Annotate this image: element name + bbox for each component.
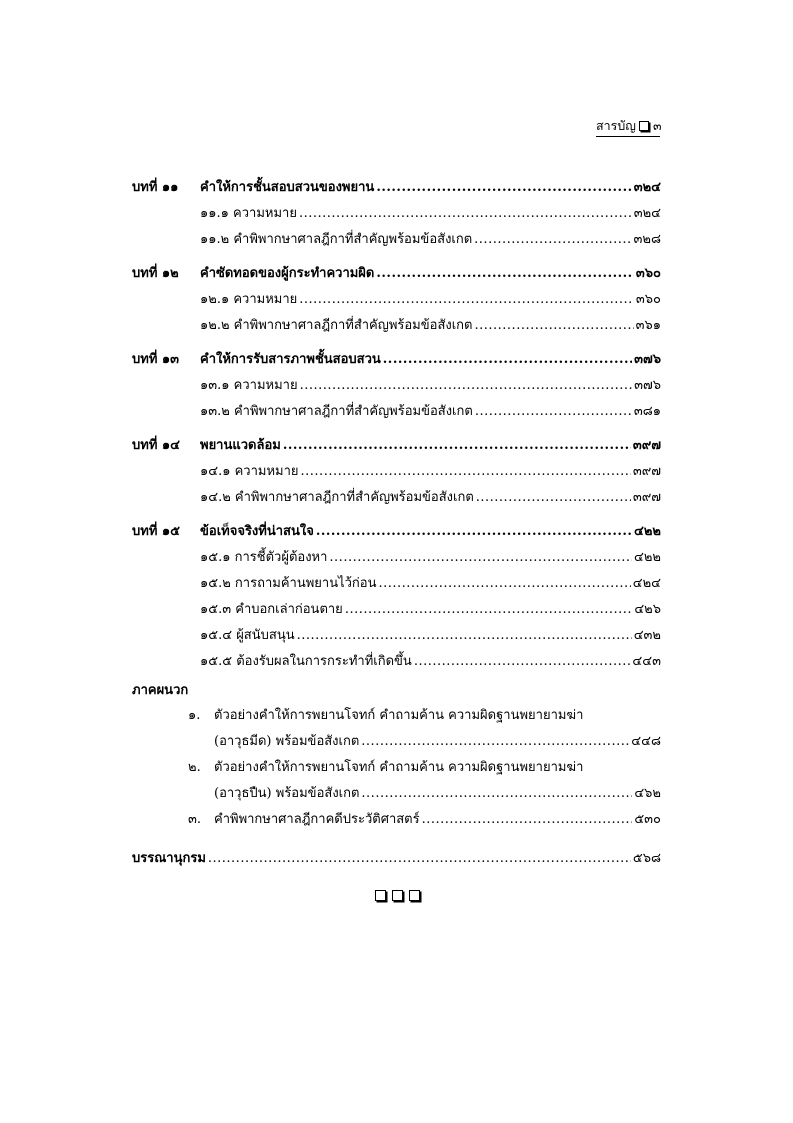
chapter-title: พยานแวดล้อม [200,438,281,453]
square-bullet-icon [375,890,386,901]
dot-leader [299,206,632,221]
item-title: ๑๕.๑ การชี้ตัวผู้ต้องหา [200,550,328,565]
page-number: ๕๓๐ [634,812,661,827]
page-number: ๓๖๐ [635,266,661,281]
chapter-label: บทที่ ๑๒ [132,266,179,281]
bibliography-title: บรรณานุกรม [132,851,206,866]
chapter-label: บทที่ ๑๓ [132,352,180,367]
end-ornament [372,885,423,904]
chapter-label: บทที่ ๑๔ [132,438,181,453]
dot-leader [301,464,631,479]
toc-item[interactable] [200,598,661,619]
page-number: ๔๒๒ [634,550,661,565]
item-title: ๑๕.๓ คำบอกเล่าก่อนตาย [200,602,343,617]
toc-chapter-13[interactable] [132,348,661,369]
dot-leader [476,490,631,505]
chapter-title: คำให้การรับสารภาพชั้นสอบสวน [200,352,381,367]
toc-item[interactable] [200,460,661,481]
appendix-item-3[interactable] [188,808,661,829]
dot-leader [316,524,632,539]
toc-item[interactable] [200,202,661,223]
dot-leader [376,180,631,195]
dot-leader [345,602,633,617]
page-number: ๔๒๒ [634,524,661,539]
toc-item[interactable] [200,400,661,421]
page-number: ๓๒๘ [633,232,661,247]
page-number: ๓๘๑ [633,404,661,419]
page-number: ๔๔๓ [632,654,661,669]
chapter-label: บทที่ ๑๑ [132,180,179,195]
dot-leader [283,438,631,453]
page-number: ๓๖๑ [635,318,661,333]
item-number: ๓. [188,812,202,827]
page-number: ๓๗๖ [634,352,661,367]
dot-leader [474,232,631,247]
page-number: ๔๒๖ [634,602,661,617]
chapter-title: ข้อเท็จจริงที่น่าสนใจ [200,524,314,539]
item-number: ๑. [188,708,201,723]
page-number: ๓๖๐ [635,292,661,307]
toc-item[interactable] [200,546,661,567]
dot-leader [422,812,633,827]
dot-leader [383,352,632,367]
chapter-title: คำให้การชั้นสอบสวนของพยาน [200,180,375,195]
page-number: ๓๗๖ [634,378,661,393]
toc-chapter-15[interactable] [132,520,661,541]
toc-chapter-11[interactable] [132,176,661,197]
item-title: ๑๕.๒ การถามค้านพยานไว้ก่อน [200,576,377,591]
page-number: ๓๙๗ [632,438,661,453]
toc-chapter-12[interactable] [132,262,661,283]
item-number: ๒. [188,760,201,775]
dot-leader [361,786,632,801]
chapter-title: คำซัดทอดของผู้กระทำความผิด [200,266,375,281]
dot-leader [329,550,632,565]
toc-item[interactable] [200,314,661,335]
appendix-item-2-line1[interactable] [188,756,583,777]
toc-item[interactable] [200,374,661,395]
appendix-item-2-line2[interactable] [214,782,661,803]
item-title-continued: (อาวุธมีด) พร้อมข้อสังเกต [214,734,360,749]
dot-leader [414,654,631,669]
item-title: ๑๔.๒ คำพิพากษาศาลฎีกาที่สำคัญพร้อมข้อสังเกต [200,490,474,505]
toc-item[interactable] [200,228,661,249]
square-bullet-icon [392,890,403,901]
toc-bibliography[interactable] [132,847,661,868]
page-number: ๓๙๗ [632,490,661,505]
toc-item[interactable] [200,288,661,309]
item-title-continued: (อาวุธปืน) พร้อมข้อสังเกต [214,786,360,801]
page-number: ๔๔๘ [631,734,661,749]
item-title: ๑๔.๑ ความหมาย [200,464,299,479]
dot-leader [300,378,633,393]
dot-leader [297,628,632,643]
toc-item[interactable] [200,486,661,507]
item-title: ๑๒.๑ ความหมาย [200,292,298,307]
item-title: ๑๕.๔ ผู้สนับสนุน [200,628,295,643]
header-page-number: ๓ [652,118,662,133]
dot-leader [376,266,634,281]
item-title: ๑๓.๑ ความหมาย [200,378,298,393]
page-number: ๓๒๔ [633,180,661,195]
page-number: ๔๒๔ [632,576,661,591]
item-title: ตัวอย่างคำให้การพยานโจทก์ คำถามค้าน ความผิดฐานพยายามฆ่า [214,760,584,775]
chapter-label: บทที่ ๑๕ [132,524,181,539]
item-title: ๑๕.๕ ต้องรับผลในการกระทำที่เกิดขึ้น [200,654,412,669]
page-number: ๔๓๒ [633,628,661,643]
toc-item[interactable] [200,572,661,593]
dot-leader [361,734,629,749]
item-title: ๑๓.๒ คำพิพากษาศาลฎีกาที่สำคัญพร้อมข้อสังเกต [200,404,473,419]
item-title: ๑๒.๒ คำพิพากษาศาลฎีกาที่สำคัญพร้อมข้อสังเกต [200,318,473,333]
dot-leader [475,404,632,419]
toc-item[interactable] [200,650,661,671]
item-title: ตัวอย่างคำให้การพยานโจทก์ คำถามค้าน ความผิดฐานพยายามฆ่า [214,708,584,723]
item-title: คำพิพากษาศาลฎีกาคดีประวัติศาสตร์ [214,812,420,827]
toc-chapter-14[interactable] [132,434,661,455]
item-title: ๑๑.๑ ความหมาย [200,206,297,221]
header-title: สารบัญ [596,118,636,133]
dot-leader [208,851,631,866]
toc-item[interactable] [200,624,661,645]
dot-leader [475,318,634,333]
appendix-item-1-line1[interactable] [188,704,583,725]
page-number: ๓๒๔ [633,206,661,221]
dot-leader [378,576,630,591]
square-bullet-icon [409,890,420,901]
page-number: ๔๖๒ [634,786,661,801]
appendix-item-1-line2[interactable] [214,730,661,751]
appendix-heading: ภาคผนวก [132,683,189,698]
page-number: ๓๙๗ [632,464,661,479]
page-number: ๕๖๘ [632,851,661,866]
dot-leader [299,292,634,307]
item-title: ๑๑.๒ คำพิพากษาศาลฎีกาที่สำคัญพร้อมข้อสังเกต [200,232,473,247]
